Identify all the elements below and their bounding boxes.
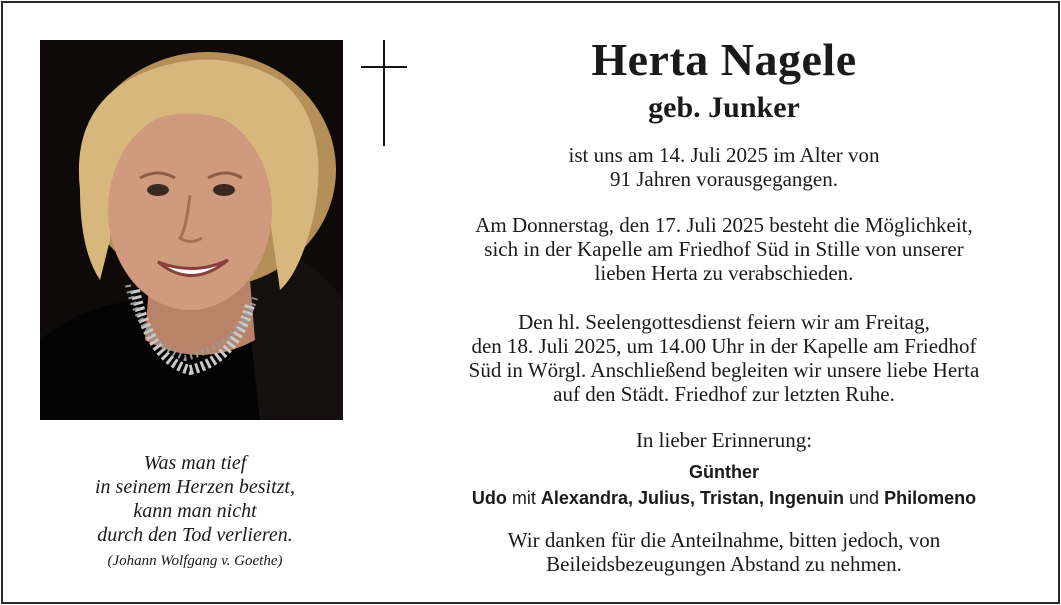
text-line: Süd in Wörgl. Anschließend begleiten wir unsere liebe Herta — [468, 358, 980, 382]
quote-line: kann man nicht — [133, 500, 257, 522]
text-line: sich in der Kapelle am Friedhof Süd in Stille von unserer — [484, 237, 964, 261]
quote-line: durch den Tod verlieren. — [97, 524, 293, 546]
text-line: 91 Jahren vorausgegangen. — [609, 167, 838, 191]
quote-line: in seinem Herzen besitzt, — [95, 476, 295, 498]
death-announcement — [423, 143, 1025, 191]
service-paragraph — [423, 310, 1025, 406]
portrait-photo — [40, 40, 343, 420]
mourner-last: Philomeno — [884, 488, 977, 508]
mourner-first: Günther — [689, 462, 759, 482]
remembrance-label: In lieber Erinnerung: — [635, 428, 813, 452]
text-line: Am Donnerstag, den 17. Juli 2025 besteht die Möglichkeit, — [475, 213, 973, 237]
connector-mit: mit — [511, 488, 536, 508]
maiden-name: geb. Junker — [648, 91, 800, 124]
mourner-children: Alexandra, Julius, Tristan, Ingenuin — [540, 488, 844, 508]
quote-line: Was man tief — [143, 452, 247, 474]
memorial-quote — [40, 451, 350, 547]
obituary-card — [1, 1, 1060, 604]
text-line: Wir danken für die Anteilnahme, bitten jedoch, von — [507, 528, 941, 552]
portrait-illustration — [40, 40, 343, 420]
closing-note — [423, 528, 1025, 576]
mourner-udo: Udo — [471, 488, 507, 508]
deceased-name: Herta Nagele — [591, 34, 857, 85]
text-line: Beileidsbezeugungen Abstand zu nehmen. — [546, 552, 902, 576]
connector-und: und — [849, 488, 880, 508]
latin-cross-icon — [361, 40, 409, 148]
farewell-paragraph — [423, 213, 1025, 285]
text-line: lieben Herta zu verabschieden. — [594, 261, 854, 285]
quote-author: (Johann Wolfgang v. Goethe) — [107, 553, 283, 569]
text-line: Den hl. Seelengottesdienst feiern wir am Freitag, — [518, 310, 930, 334]
text-line: den 18. Juli 2025, um 14.00 Uhr in der Kapelle am Friedhof — [471, 334, 977, 358]
text-line: ist uns am 14. Juli 2025 im Alter von — [568, 143, 880, 167]
text-line: auf den Städt. Friedhof zur letzten Ruhe. — [553, 382, 895, 406]
mourners-list — [423, 459, 1025, 511]
